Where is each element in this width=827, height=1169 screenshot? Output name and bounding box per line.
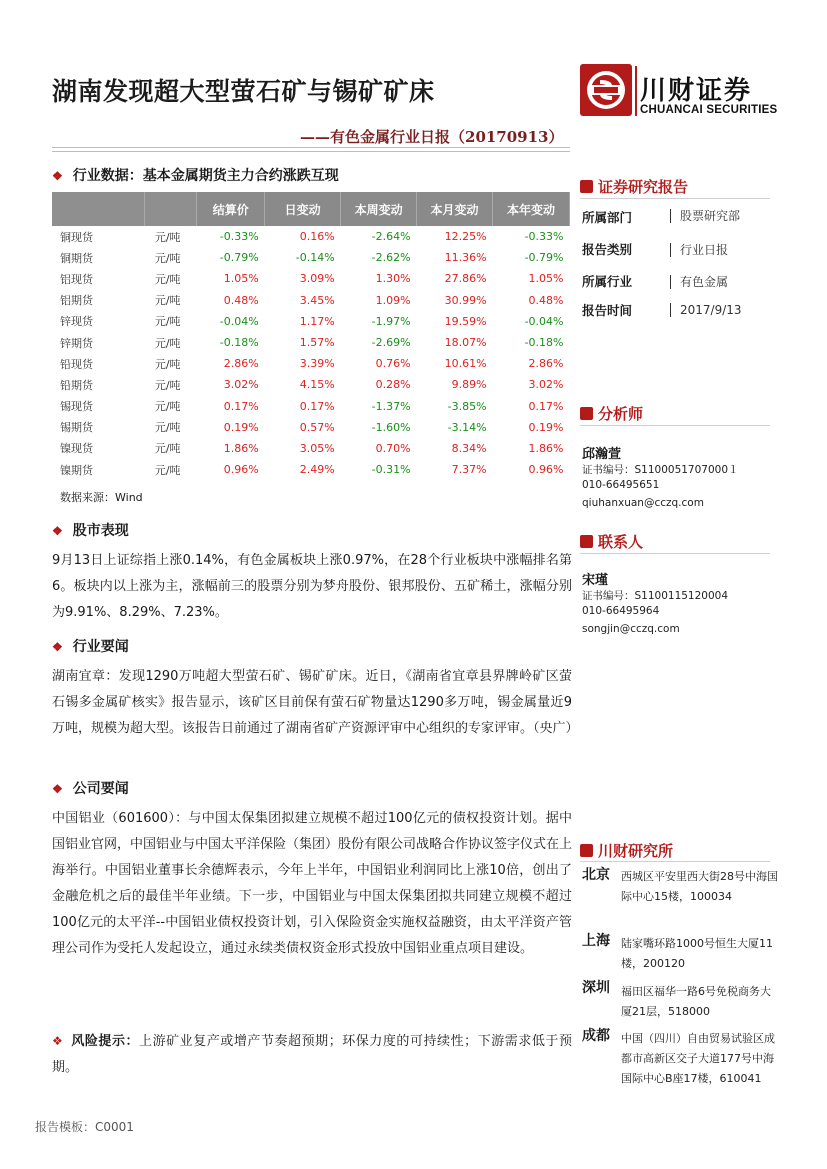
meta-value-category: 行业日报 bbox=[670, 243, 728, 257]
change-value: -0.31% bbox=[371, 463, 411, 477]
change-value: 27.86% bbox=[444, 272, 487, 286]
sidebar-divider bbox=[580, 861, 770, 862]
change-value: 19.59% bbox=[444, 314, 487, 328]
change-value: -0.04% bbox=[219, 314, 259, 328]
company-news-heading: ❖ 公司要闻 bbox=[52, 781, 129, 797]
change-value: 1.86% bbox=[528, 441, 564, 455]
office-city-beijing: 北京 bbox=[582, 867, 610, 883]
change-value: 3.05% bbox=[299, 441, 335, 455]
commodity-name: 镍期货 bbox=[60, 463, 93, 477]
commodity-name: 镍现货 bbox=[60, 442, 93, 456]
commodity-name: 锡期货 bbox=[60, 421, 93, 435]
change-value: 2.49% bbox=[299, 463, 335, 477]
table-header-cell: 日变动 bbox=[265, 192, 341, 226]
commodity-name: 锌期货 bbox=[60, 336, 93, 350]
change-value: 2.86% bbox=[223, 357, 259, 371]
commodity-unit: 元/吨 bbox=[154, 336, 181, 350]
change-value: -3.85% bbox=[447, 399, 487, 413]
commodity-name: 铅现货 bbox=[60, 357, 93, 371]
change-value: 3.45% bbox=[299, 293, 335, 307]
logo-divider bbox=[635, 66, 637, 116]
analyst-cert: 证书编号：S1100051707000１ bbox=[582, 464, 739, 476]
commodity-name: 铜期货 bbox=[60, 251, 93, 265]
industry-news-heading: ❖ 行业要闻 bbox=[52, 639, 129, 655]
logo-english-name: CHUANCAI SECURITIES bbox=[640, 104, 778, 116]
data-source-note: 数据来源：Wind bbox=[60, 491, 143, 504]
contact-phone: 010-66495964 bbox=[582, 605, 660, 617]
change-value: 0.19% bbox=[528, 420, 564, 434]
commodity-unit: 元/吨 bbox=[154, 315, 181, 329]
change-value: 4.15% bbox=[299, 378, 335, 392]
table-row bbox=[52, 417, 570, 438]
commodity-unit: 元/吨 bbox=[154, 294, 181, 308]
change-value: 1.57% bbox=[299, 336, 335, 350]
change-value: 1.05% bbox=[223, 272, 259, 286]
meta-label-department: 所属部门 bbox=[582, 210, 633, 225]
office-address-chengdu: 中国（四川）自由贸易试验区成都市高新区交子大道177号中海国际中心B座17楼，610041 bbox=[621, 1032, 775, 1085]
change-value: 3.39% bbox=[299, 357, 335, 371]
commodity-unit: 元/吨 bbox=[154, 251, 181, 265]
contact-email[interactable]: songjin@cczq.com bbox=[582, 623, 680, 635]
table-row bbox=[52, 459, 570, 480]
sidebar-divider bbox=[580, 198, 770, 199]
commodity-name: 铝期货 bbox=[60, 294, 93, 308]
title-divider-2 bbox=[52, 151, 570, 152]
change-value: 0.17% bbox=[223, 399, 259, 413]
change-value: 10.61% bbox=[444, 357, 487, 371]
meta-label-category: 报告类别 bbox=[582, 242, 633, 257]
change-value: -2.64% bbox=[371, 230, 411, 244]
change-value: -0.18% bbox=[219, 336, 259, 350]
change-value: 2.86% bbox=[528, 357, 564, 371]
office-city-shenzhen: 深圳 bbox=[582, 980, 610, 996]
table-header-row bbox=[52, 192, 570, 226]
table-header-cell bbox=[145, 192, 197, 226]
sidebar-divider bbox=[580, 425, 770, 426]
office-address-beijing: 西城区平安里西大街28号中海国际中心15楼，100034 bbox=[621, 870, 778, 903]
sidebar-divider bbox=[580, 553, 770, 554]
red-square-icon bbox=[580, 535, 593, 548]
commodity-name: 锡现货 bbox=[60, 400, 93, 414]
change-value: -0.14% bbox=[295, 251, 335, 265]
office-city-shanghai: 上海 bbox=[582, 933, 610, 949]
table-row bbox=[52, 311, 570, 332]
change-value: 0.16% bbox=[299, 230, 335, 244]
table-header-cell: 本周变动 bbox=[341, 192, 417, 226]
red-square-icon bbox=[580, 407, 593, 420]
analyst-email[interactable]: qiuhanxuan@cczq.com bbox=[582, 497, 704, 509]
table-header-cell: 本年变动 bbox=[493, 192, 570, 226]
table-header-cell bbox=[52, 192, 145, 226]
table-row bbox=[52, 374, 570, 395]
commodity-unit: 元/吨 bbox=[154, 357, 181, 371]
contact-name: 宋瑾 bbox=[582, 573, 609, 588]
change-value: 7.37% bbox=[451, 463, 487, 477]
commodity-name: 铜现货 bbox=[60, 230, 93, 244]
diamond-bullet-icon: ❖ bbox=[52, 524, 63, 538]
change-value: 0.96% bbox=[528, 463, 564, 477]
change-value: -0.33% bbox=[219, 230, 259, 244]
change-value: 9.89% bbox=[451, 378, 487, 392]
report-info-heading: 证券研究报告 bbox=[580, 176, 688, 197]
company-news-paragraph: 中国铝业（601600）：与中国太保集团拟建立规模不超过100亿元的债权投资计划。据中国铝业官网，中国铝业与中国太平洋保险（集团）股份有限公司战略合作协议签字仪式在上海举行。中国铝业董事长余德辉表示，今年上半年，中国铝业利润同比上涨10倍，创出了金融危机之后的最佳半年业绩。下一步，中国铝业与中国太保集团拟共同建立规模不超过100亿元的太平洋--中国铝业债权投资计划，引入保险资金实施权益融资，由太平洋资产管理公司作为受托人发起设立，通过永续类债权资金形式投放中国铝业重点项目建设。 bbox=[52, 811, 573, 956]
red-square-icon bbox=[580, 180, 593, 193]
change-value: -1.97% bbox=[371, 314, 411, 328]
stock-heading: ❖ 股市表现 bbox=[52, 523, 129, 539]
change-value: 0.96% bbox=[223, 463, 259, 477]
red-square-icon bbox=[580, 844, 593, 857]
change-value: 1.05% bbox=[528, 272, 564, 286]
table-row bbox=[52, 396, 570, 417]
office-city-chengdu: 成都 bbox=[582, 1028, 610, 1044]
commodity-unit: 元/吨 bbox=[154, 463, 181, 477]
change-value: 0.48% bbox=[223, 293, 259, 307]
change-value: 8.34% bbox=[451, 441, 487, 455]
table-row bbox=[52, 268, 570, 289]
change-value: 0.70% bbox=[375, 441, 411, 455]
change-value: 0.19% bbox=[223, 420, 259, 434]
analyst-phone: 010-66495651 bbox=[582, 479, 660, 491]
change-value: 0.48% bbox=[528, 293, 564, 307]
table-row bbox=[52, 438, 570, 459]
contact-cert: 证书编号：S1100115120004 bbox=[582, 590, 729, 602]
change-value: 30.99% bbox=[444, 293, 487, 307]
commodity-name: 铅期货 bbox=[60, 378, 93, 392]
commodity-name: 铝现货 bbox=[60, 272, 93, 286]
commodity-unit: 元/吨 bbox=[154, 421, 181, 435]
change-value: 1.17% bbox=[299, 314, 335, 328]
change-value: 1.86% bbox=[223, 441, 259, 455]
contact-heading: 联系人 bbox=[580, 531, 643, 552]
change-value: 1.30% bbox=[375, 272, 411, 286]
stock-paragraph: 9月13日上证综指上涨0.14%，有色金属板块上涨0.97%，在28个行业板块中涨幅排名第6。板块内以上涨为主，涨幅前三的股票分别为梦舟股份、银邦股份、五矿稀土，涨幅分别为9.91%、8.29%、7.23%。 bbox=[52, 553, 572, 620]
meta-value-department: 股票研究部 bbox=[670, 209, 740, 223]
change-value: 0.57% bbox=[299, 420, 335, 434]
change-value: 3.02% bbox=[528, 378, 564, 392]
change-value: 11.36% bbox=[444, 251, 487, 265]
meta-value-date: 2017/9/13 bbox=[670, 303, 742, 317]
commodity-unit: 元/吨 bbox=[154, 230, 181, 244]
table-row bbox=[52, 247, 570, 268]
change-value: -3.14% bbox=[447, 420, 487, 434]
change-value: -1.60% bbox=[371, 420, 411, 434]
office-address-shenzhen: 福田区福华一路6号免税商务大厦21层，518000 bbox=[621, 985, 771, 1018]
change-value: 18.07% bbox=[444, 336, 487, 350]
change-value: -0.79% bbox=[219, 251, 259, 265]
institute-heading: 川财研究所 bbox=[580, 840, 673, 861]
change-value: -2.69% bbox=[371, 336, 411, 350]
table-header-cell: 本月变动 bbox=[417, 192, 493, 226]
change-value: -0.04% bbox=[524, 314, 564, 328]
analyst-heading: 分析师 bbox=[580, 403, 643, 424]
title-divider bbox=[52, 147, 570, 148]
meta-label-date: 报告时间 bbox=[582, 303, 633, 318]
commodity-unit: 元/吨 bbox=[154, 442, 181, 456]
table-header-cell: 结算价 bbox=[197, 192, 265, 226]
table-row bbox=[52, 353, 570, 374]
commodity-unit: 元/吨 bbox=[154, 400, 181, 414]
change-value: 3.09% bbox=[299, 272, 335, 286]
report-title: 湖南发现超大型萤石矿与锡矿矿床 bbox=[52, 77, 435, 106]
change-value: -2.62% bbox=[371, 251, 411, 265]
change-value: -0.79% bbox=[524, 251, 564, 265]
meta-label-industry: 所属行业 bbox=[582, 274, 633, 289]
chuancai-logo-icon bbox=[580, 64, 632, 116]
change-value: 0.76% bbox=[375, 357, 411, 371]
industry-news-paragraph: 湖南宜章：发现1290万吨超大型萤石矿、锡矿矿床。近日，《湖南省宜章县界牌岭矿区萤石锡多金属矿核实》报告显示，该矿区目前保有萤石矿物量达1290多万吨，锡金属量近9万吨，规模为超大型。该报告日前通过了湖南省矿产资源评审中心组织的专家评审。（央广） bbox=[52, 669, 579, 736]
report-subtitle: ——有色金属行业日报（20170913） bbox=[300, 128, 564, 146]
diamond-bullet-icon: ❖ bbox=[52, 1034, 64, 1048]
change-value: 1.09% bbox=[375, 293, 411, 307]
table-row bbox=[52, 290, 570, 311]
logo-chinese-name: 川财证券 bbox=[640, 76, 753, 106]
change-value: 0.17% bbox=[299, 399, 335, 413]
commodity-name: 锌现货 bbox=[60, 315, 93, 329]
change-value: 12.25% bbox=[444, 230, 487, 244]
table-row bbox=[52, 332, 570, 353]
change-value: 3.02% bbox=[223, 378, 259, 392]
analyst-name: 邱瀚萱 bbox=[582, 447, 622, 462]
office-address-shanghai: 陆家嘴环路1000号恒生大厦11楼，200120 bbox=[621, 937, 773, 970]
commodity-unit: 元/吨 bbox=[154, 378, 181, 392]
diamond-bullet-icon: ❖ bbox=[52, 640, 63, 654]
industry-data-heading: ❖ 行业数据：基本金属期货主力合约涨跌互现 bbox=[52, 168, 339, 184]
meta-value-industry: 有色金属 bbox=[670, 275, 728, 289]
change-value: -0.18% bbox=[524, 336, 564, 350]
table-row bbox=[52, 226, 570, 247]
diamond-bullet-icon: ❖ bbox=[52, 782, 63, 796]
diamond-bullet-icon: ❖ bbox=[52, 169, 63, 183]
report-template-footer: 报告模板：C0001 bbox=[35, 1120, 134, 1134]
company-logo bbox=[580, 64, 780, 124]
change-value: 0.17% bbox=[528, 399, 564, 413]
metals-price-table bbox=[52, 192, 570, 480]
change-value: 0.28% bbox=[375, 378, 411, 392]
change-value: -0.33% bbox=[524, 230, 564, 244]
commodity-unit: 元/吨 bbox=[154, 272, 181, 286]
change-value: -1.37% bbox=[371, 399, 411, 413]
risk-paragraph: ❖ 风险提示：上游矿业复产或增产节奏超预期；环保力度的可持续性；下游需求低于预期。 bbox=[52, 1034, 572, 1075]
